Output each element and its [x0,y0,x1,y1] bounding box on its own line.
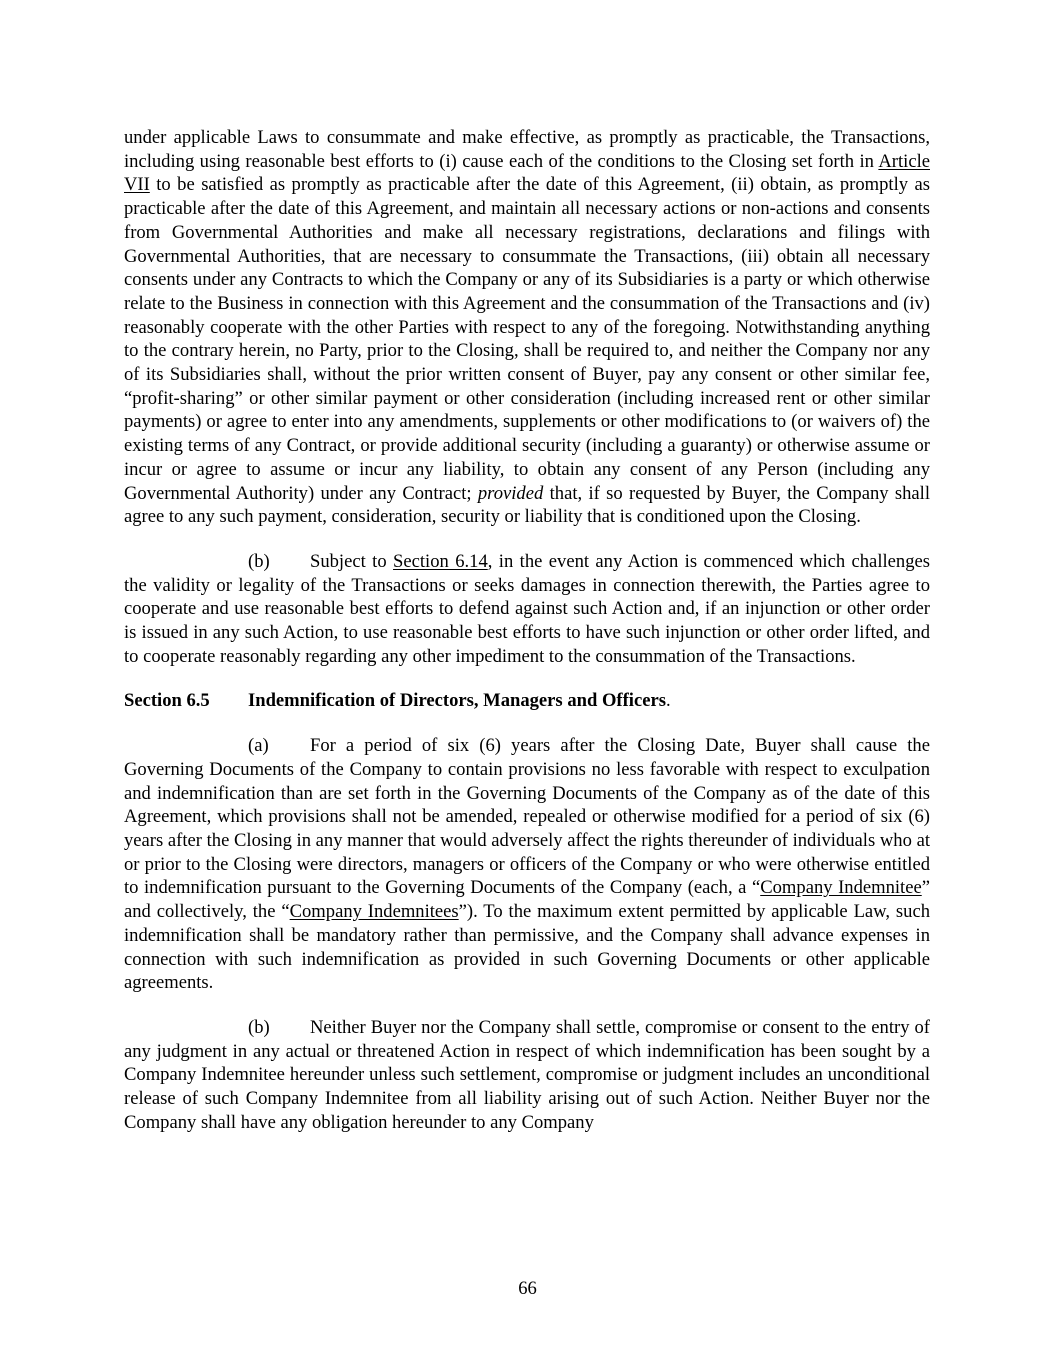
section-title: Indemnification of Directors, Managers and Officers [248,690,666,712]
defined-term-company-indemnitees: Company Indemnitees [289,901,459,923]
paragraph-a-indemnification [124,734,930,995]
subsection-label: (b) [248,550,270,572]
defined-term-company-indemnitee: Company Indemnitee [760,877,922,899]
paragraph-text: to be satisfied as promptly as practicable after the date of this Agreement, (ii) obtain, as promptly as practicable after the date of this Agreement, and maintain all necessary actions or non-actions and consents from Governmental Authorities and make all necessary registrations, declarations and filings with Governmental Authorities, that are necessary to consummate the Transactions, (iii) obtain all necessary consents under any Contracts to which the Company or any of its Subsidiaries is a party or which otherwise relate to the Business in connection with this Agreement and the consummation of the Transactions and (iv) reasonably cooperate with the other Parties with respect to any of the foregoing. Notwithstanding anything to the contrary herein, no Party, prior to the Closing, shall be required to, and neither the Company nor any of its Subsidiaries shall, without the prior written consent of Buyer, pay any consent or other similar fee, “profit-sharing” or other similar payment or other consideration (including increased rent or other similar payments) or agree to enter into any amendments, supplements or other modifications to (or waivers of) the existing terms of any Contract, or provide additional security (including a guaranty) or otherwise assume or incur or agree to assume or incur any liability, to obtain any consent of any Person (including any Governmental Authority) under any Contract; [124,174,930,504]
section-6-14-reference: Section 6.14 [393,550,488,572]
subsection-label: (b) [248,1016,270,1038]
section-title-period: . [665,690,671,712]
provided-italic-term: provided [477,482,544,504]
paragraph-b-settlement [124,1016,930,1135]
document-body [124,126,930,1134]
paragraph-text: ” and collectively, the “ [124,877,930,923]
paragraph-text: , in the event any Action is commenced which challenges the validity or legality of the Transactions or seeks damages in connection therewith, the Parties agree to cooperate and use reasonable best efforts to defend against such Action and, if an injunction or other order is issued in any such Action, to use reasonable best efforts to have such injunction or other order lifted, and to cooperate reasonably regarding any other impediment to the consummation of the Transactions. [124,550,930,667]
subsection-label: (a) [248,735,269,757]
page-number: 66 [518,1278,537,1299]
article-vii-reference: Article VII [124,150,930,196]
paragraph-text: that, if so requested by Buyer, the Company shall agree to any such payment, consideration, security or liability that is conditioned upon the Closing. [124,482,931,528]
section-number: Section 6.5 [124,690,210,712]
paragraph-b-actions [124,550,930,669]
paragraph-continuation [124,126,930,529]
paragraph-text: Subject to [310,550,394,572]
paragraph-text: For a period of six (6) years after the Closing Date, Buyer shall cause the Governing Documents of the Company to contain provisions no less favorable with respect to exculpation and indemnification than are set forth in the Governing Documents of the Company as of the date of this Agreement, which provisions shall not be amended, repealed or otherwise modified for a period of six (6) years after the Closing in any manner that would adversely affect the rights thereunder of individuals who at or prior to the Closing were directors, managers or officers of the Company or who were otherwise entitled to indemnification pursuant to the Governing Documents of the Company (each, a “ [124,735,930,899]
paragraph-text: under applicable Laws to consummate and make effective, as promptly as practicable, the Transactions, including using reasonable best efforts to (i) cause each of the conditions to the Closing set forth in [124,127,930,172]
paragraph-text: ”). To the maximum extent permitted by applicable Law, such indemnification shall be mandatory rather than permissive, and the Company shall advance expenses in connection with such indemnification as provided in such Governing Documents or other applicable agreements. [124,901,930,994]
paragraph-text: Neither Buyer nor the Company shall settle, compromise or consent to the entry of any judgment in any actual or threatened Action in respect of which indemnification has been sought by a Company Indemnitee hereunder unless such settlement, compromise or judgment includes an unconditional release of such Company Indemnitee from all liability arising out of such Action. Neither Buyer nor the Company shall have any obligation hereunder to any Company [124,1016,930,1133]
section-heading [124,689,930,713]
